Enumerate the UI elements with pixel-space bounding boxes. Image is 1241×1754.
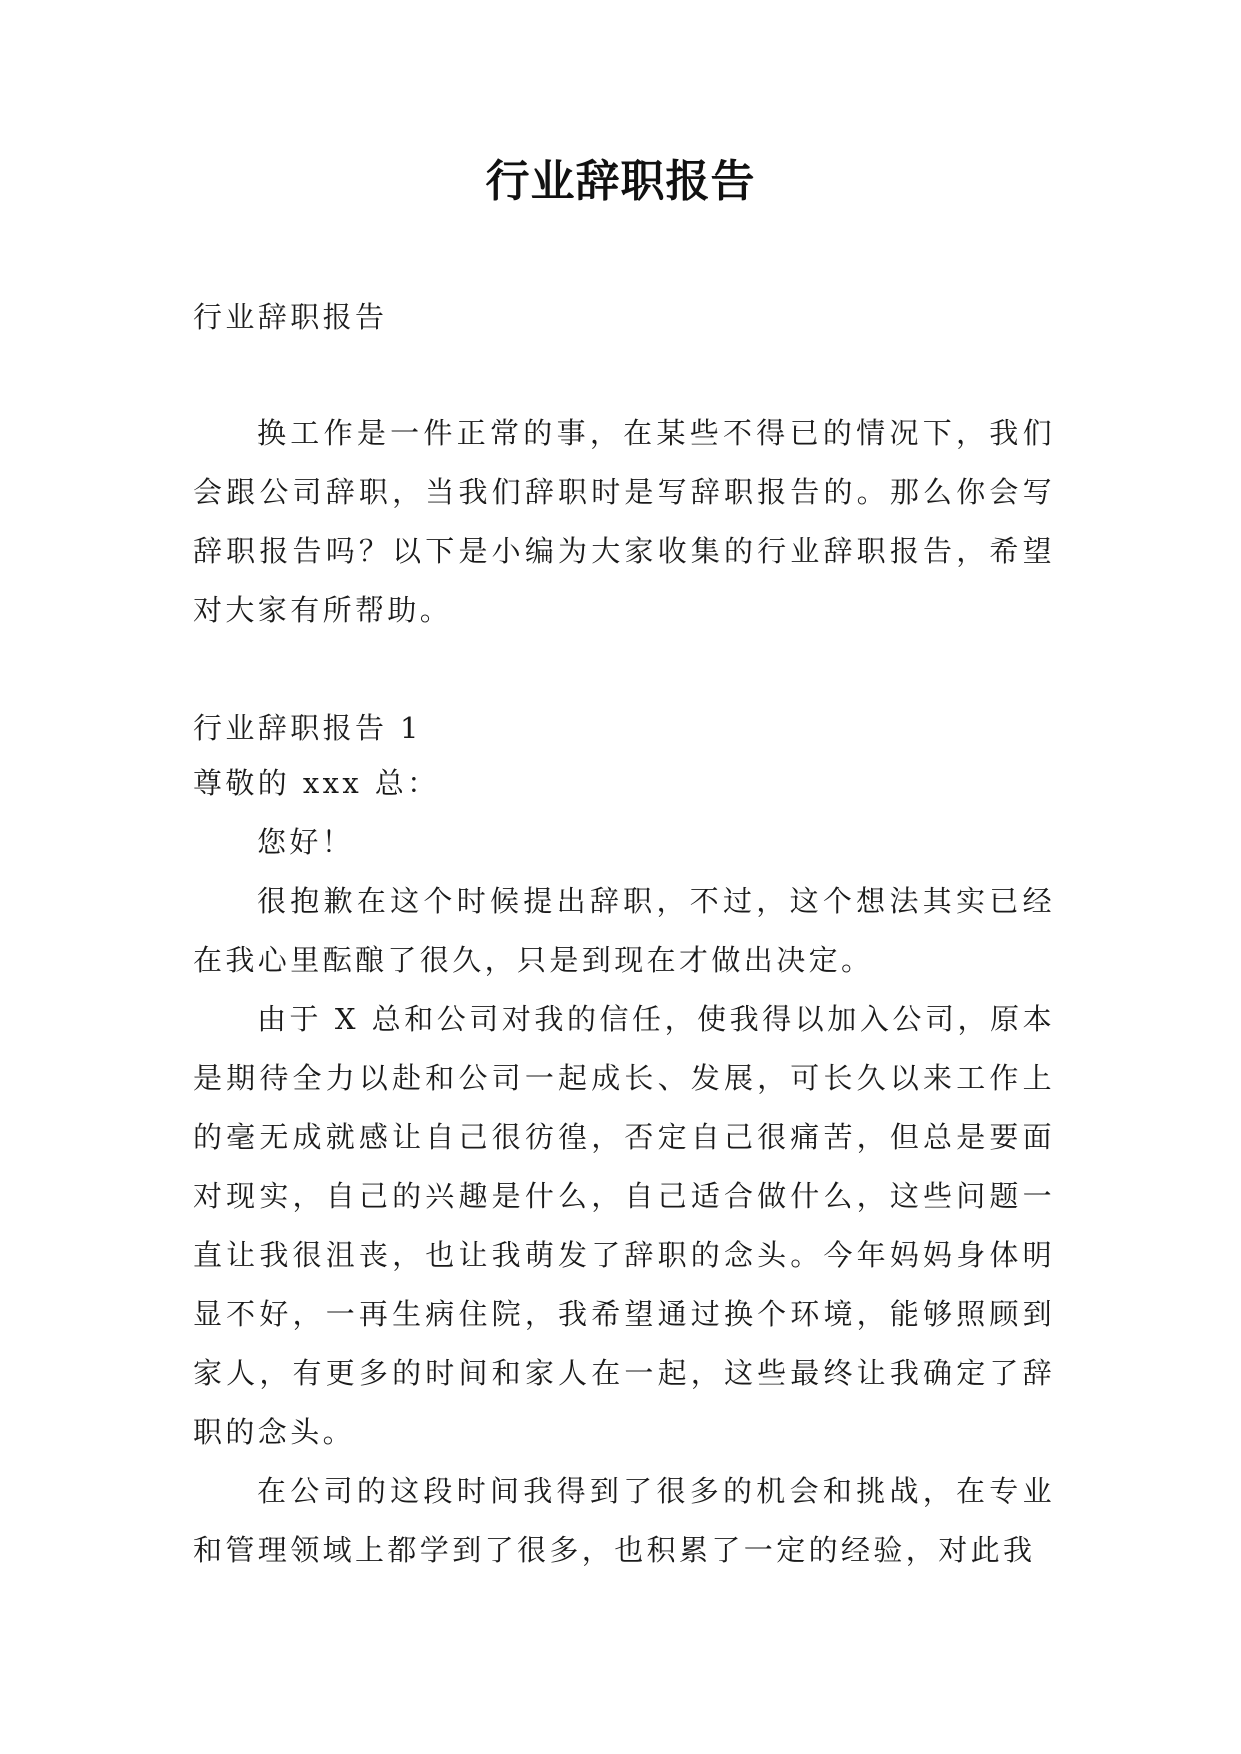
letter-paragraph: 在公司的这段时间我得到了很多的机会和挑战，在专业和管理领域上都学到了很多，也积累了一定的经验，对此我 [193,1474,1055,1567]
document-title: 行业辞职报告 [485,156,756,207]
letter-body [193,754,1055,1580]
section-heading: 行业辞职报告 1 [193,711,422,745]
letter-greeting: 您好！ [257,825,355,859]
intro-paragraph-block [193,404,1055,640]
intro-paragraph: 换工作是一件正常的事，在某些不得已的情况下，我们会跟公司辞职，当我们辞职时是写辞职报告的。那么你会写辞职报告吗？以下是小编为大家收集的行业辞职报告，希望对大家有所帮助。 [193,416,1055,627]
letter-paragraph: 很抱歉在这个时候提出辞职，不过，这个想法其实已经在我心里酝酿了很久，只是到现在才做出决定。 [193,884,1055,977]
document-subtitle: 行业辞职报告 [193,300,388,334]
letter-paragraph: 由于 X 总和公司对我的信任，使我得以加入公司，原本是期待全力以赴和公司一起成长、发展，可长久以来工作上的毫无成就感让自己很彷徨，否定自己很痛苦，但总是要面对现实，自己的兴趣是什么，自己适合做什么，这些问题一直让我很沮丧，也让我萌发了辞职的念头。今年妈妈身体明显不好，一再生病住院，我希望通过换个环境，能够照顾到家人，有更多的时间和家人在一起，这些最终让我确定了辞职的念头。 [193,1002,1055,1449]
letter-salutation: 尊敬的 xxx 总： [193,766,440,800]
